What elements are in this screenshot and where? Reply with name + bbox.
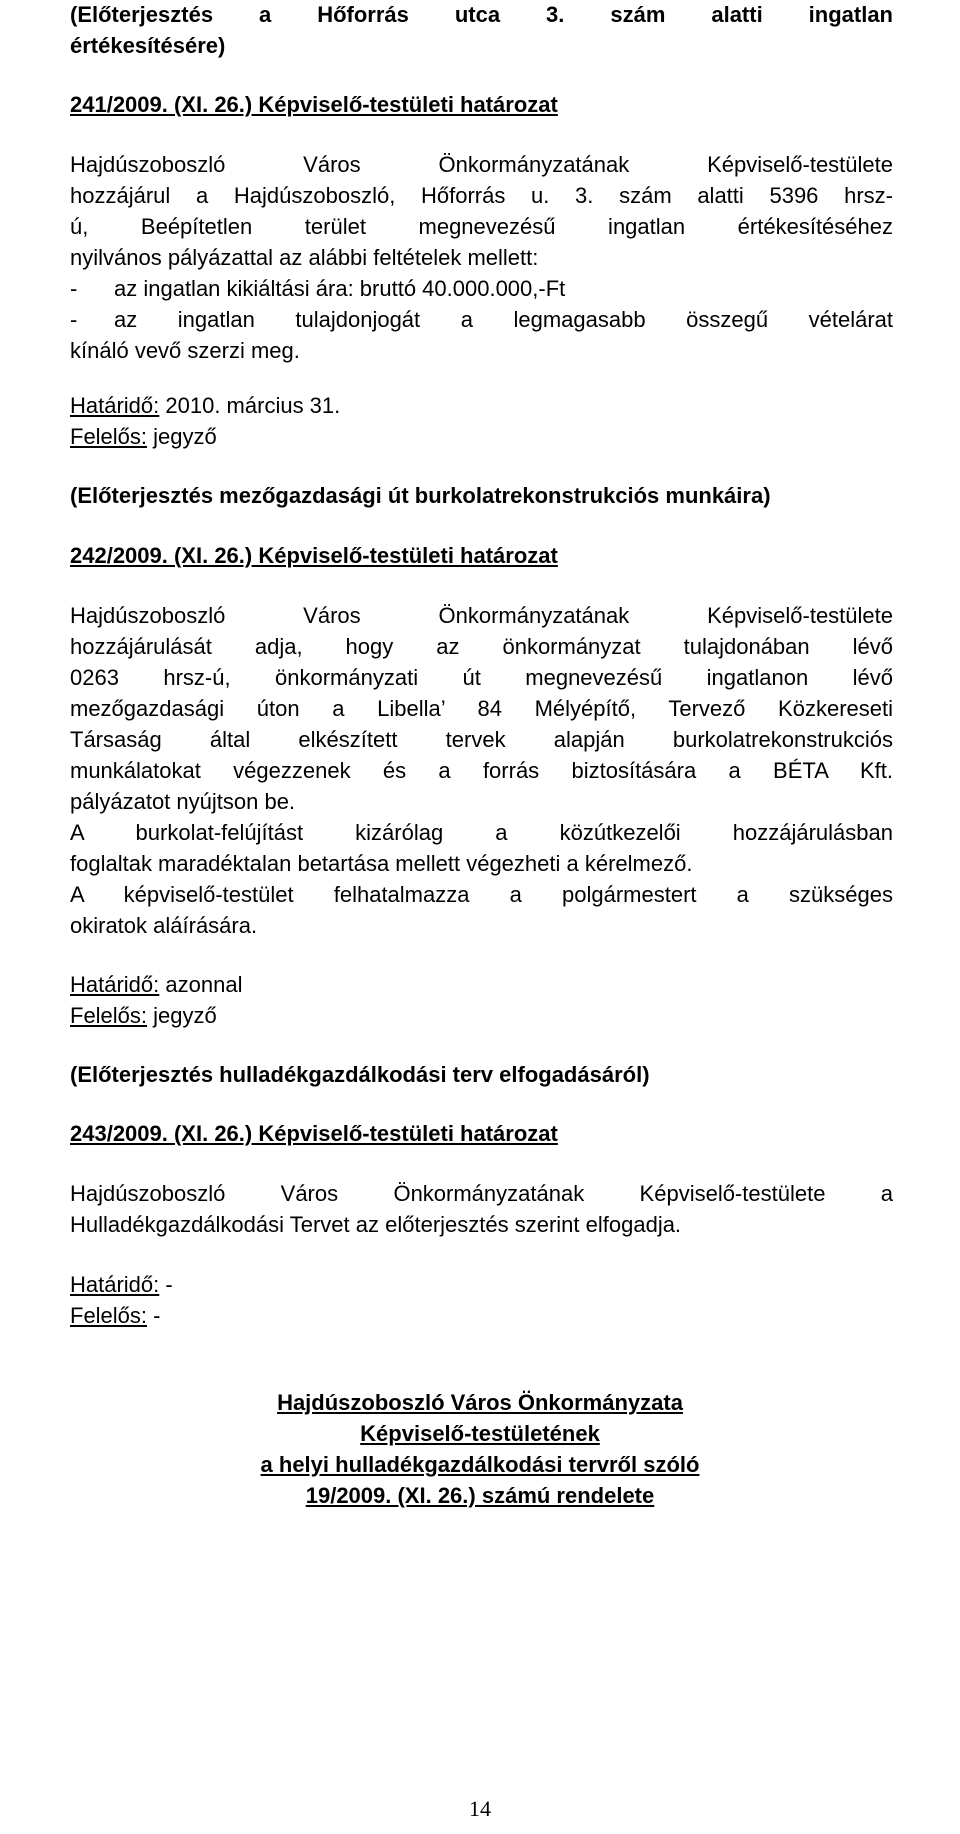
section1-intro-line1: (Előterjesztés a Hőforrás utca 3. szám alatti ingatlan bbox=[70, 2, 893, 27]
section3-responsible bbox=[70, 1303, 893, 1329]
section2-body-line: foglaltak maradéktalan betartása mellett végezheti a kérelmező. bbox=[70, 851, 693, 876]
section1-body-line: hozzájárul a Hajdúszoboszló, Hőforrás u. 3. szám alatti 5396 hrsz- bbox=[70, 183, 893, 208]
decree-title-line bbox=[0, 1421, 960, 1447]
section2-intro: (Előterjesztés mezőgazdasági út burkolatrekonstrukciós munkáira) bbox=[70, 483, 771, 508]
section3-body-line: Hajdúszoboszló Város Önkormányzatának Képviselő-testülete a bbox=[70, 1181, 893, 1206]
decree-title-line bbox=[0, 1483, 960, 1509]
deadline-label: Határidő: bbox=[70, 393, 160, 418]
decree-title-line bbox=[0, 1390, 960, 1416]
section3-deadline bbox=[70, 1272, 893, 1298]
section2-body-line: 0263 hrsz-ú, önkormányzati út megnevezésű ingatlanon lévő bbox=[70, 665, 893, 690]
deadline-value: - bbox=[159, 1272, 173, 1297]
section1-bullet bbox=[70, 307, 893, 333]
section3-resolution-title-text: 243/2009. (XI. 26.) Képviselő-testületi határozat bbox=[70, 1121, 558, 1146]
section2-body-line: Társaság által elkészített tervek alapján burkolatrekonstrukciós bbox=[70, 727, 893, 752]
section2-body-line: Hajdúszoboszló Város Önkormányzatának Képviselő-testülete bbox=[70, 603, 893, 628]
section1-resolution-title bbox=[70, 92, 893, 118]
section1-deadline bbox=[70, 393, 893, 419]
section1-body-line: Hajdúszoboszló Város Önkormányzatának Képviselő-testülete bbox=[70, 152, 893, 177]
deadline-label: Határidő: bbox=[70, 1272, 160, 1297]
responsible-value: jegyző bbox=[147, 1003, 217, 1028]
section2-body-line: pályázatot nyújtson be. bbox=[70, 789, 296, 814]
section2-body-line: mezőgazdasági úton a Libella’ 84 Mélyépítő, Tervező Közkereseti bbox=[70, 696, 893, 721]
section2-resolution-title bbox=[70, 543, 893, 569]
section2-body-line: hozzájárulását adja, hogy az önkormányzat tulajdonában lévő bbox=[70, 634, 893, 659]
responsible-value: - bbox=[147, 1303, 161, 1328]
decree-title-text: 19/2009. (XI. 26.) számú rendelete bbox=[305, 1483, 655, 1508]
decree-title-text: Képviselő-testületének bbox=[360, 1421, 600, 1446]
deadline-value: 2010. március 31. bbox=[159, 393, 341, 418]
section1-intro-line2: értékesítésére) bbox=[70, 33, 226, 58]
section2-body-line: A burkolat-felújítást kizárólag a közútkezelői hozzájárulásban bbox=[70, 820, 893, 845]
section2-responsible bbox=[70, 1003, 893, 1029]
section2-resolution-title-text: 242/2009. (XI. 26.) Képviselő-testületi határozat bbox=[70, 543, 558, 568]
deadline-label: Határidő: bbox=[70, 972, 160, 997]
deadline-value: azonnal bbox=[159, 972, 243, 997]
section2-body-line: A képviselő-testület felhatalmazza a polgármestert a szükséges bbox=[70, 882, 893, 907]
decree-title-line bbox=[0, 1452, 960, 1478]
responsible-label: Felelős: bbox=[70, 1003, 148, 1028]
section1-bullet bbox=[70, 276, 893, 302]
section1-responsible bbox=[70, 424, 893, 450]
section2-deadline bbox=[70, 972, 893, 998]
section2-body-line: munkálatokat végezzenek és a forrás biztosítására a BÉTA Kft. bbox=[70, 758, 893, 783]
bullet-text: az ingatlan tulajdonjogát a legmagasabb összegű vételárat bbox=[114, 307, 893, 332]
bullet-text: az ingatlan kikiáltási ára: bruttó 40.000.000,-Ft bbox=[114, 276, 566, 301]
section3-intro: (Előterjesztés hulladékgazdálkodási terv elfogadásáról) bbox=[70, 1062, 650, 1087]
page-number: 14 bbox=[469, 1796, 491, 1821]
decree-title-text: a helyi hulladékgazdálkodási tervről szóló bbox=[260, 1452, 700, 1477]
responsible-value: jegyző bbox=[147, 424, 217, 449]
section1-body-line: ú, Beépítetlen terület megnevezésű ingatlan értékesítéséhez bbox=[70, 214, 893, 239]
bullet-dash: - bbox=[70, 276, 78, 301]
section1-resolution-title-text: 241/2009. (XI. 26.) Képviselő-testületi határozat bbox=[70, 92, 558, 117]
section1-bullet-continuation: kínáló vevő szerzi meg. bbox=[70, 338, 300, 363]
section3-resolution-title bbox=[70, 1121, 893, 1147]
section2-body-line: okiratok aláírására. bbox=[70, 913, 258, 938]
section3-body-line: Hulladékgazdálkodási Tervet az előterjesztés szerint elfogadja. bbox=[70, 1212, 682, 1237]
section1-body-line: nyilvános pályázattal az alábbi feltételek mellett: bbox=[70, 245, 539, 270]
responsible-label: Felelős: bbox=[70, 424, 148, 449]
responsible-label: Felelős: bbox=[70, 1303, 148, 1328]
decree-title-text: Hajdúszoboszló Város Önkormányzata bbox=[277, 1390, 683, 1415]
bullet-dash: - bbox=[70, 307, 78, 332]
